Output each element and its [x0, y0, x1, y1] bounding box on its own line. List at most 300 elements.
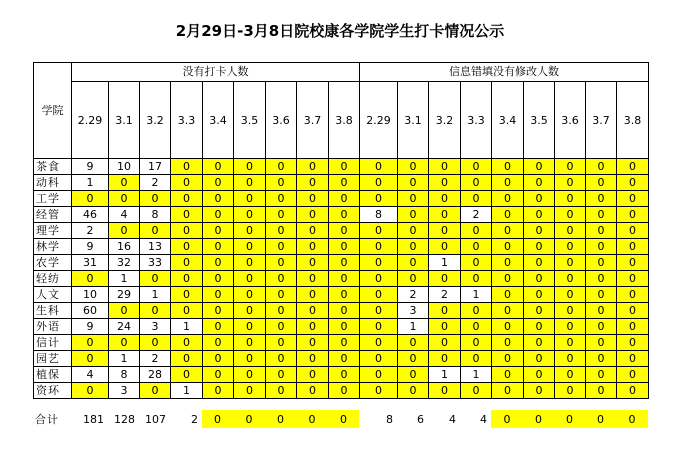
college-name: 经管	[34, 207, 72, 223]
info-error-cell: 0	[461, 335, 492, 351]
info-error-cell: 0	[524, 319, 555, 335]
info-error-cell: 0	[555, 287, 586, 303]
info-error-cell: 0	[524, 271, 555, 287]
total-no-checkin-cell: 0	[296, 410, 328, 428]
info-error-cell: 0	[492, 159, 524, 175]
no-checkin-cell: 2	[140, 351, 171, 367]
date-header: 2.29	[72, 82, 109, 159]
no-checkin-cell: 0	[140, 191, 171, 207]
total-info-error-cell: 4	[480, 412, 487, 426]
info-error-cell: 0	[398, 255, 429, 271]
info-error-cell: 0	[461, 351, 492, 367]
total-no-checkin-cell: 0	[328, 410, 359, 428]
info-error-cell: 0	[398, 207, 429, 223]
no-checkin-cell: 0	[203, 335, 234, 351]
info-error-cell: 1	[398, 319, 429, 335]
info-error-cell: 0	[555, 239, 586, 255]
info-error-cell: 0	[586, 367, 617, 383]
college-name: 资环	[34, 383, 72, 399]
date-header: 3.4	[492, 82, 524, 159]
no-checkin-cell: 0	[266, 159, 297, 175]
info-error-cell: 0	[492, 335, 524, 351]
no-checkin-cell: 0	[234, 319, 266, 335]
info-error-cell: 0	[429, 175, 461, 191]
info-error-cell: 0	[492, 367, 524, 383]
date-header: 3.8	[617, 82, 649, 159]
no-checkin-cell: 1	[171, 319, 203, 335]
info-error-cell: 0	[398, 351, 429, 367]
info-error-cell: 0	[360, 239, 398, 255]
no-checkin-cell: 9	[72, 159, 109, 175]
no-checkin-cell: 0	[234, 191, 266, 207]
no-checkin-cell: 0	[72, 271, 109, 287]
no-checkin-cell: 0	[266, 319, 297, 335]
info-error-cell: 0	[492, 303, 524, 319]
info-error-cell: 1	[461, 287, 492, 303]
no-checkin-cell: 0	[266, 383, 297, 399]
no-checkin-cell: 0	[266, 239, 297, 255]
info-error-cell: 0	[524, 223, 555, 239]
no-checkin-cell: 0	[266, 367, 297, 383]
info-error-cell: 0	[398, 239, 429, 255]
no-checkin-cell: 0	[329, 207, 360, 223]
date-header: 3.7	[586, 82, 617, 159]
info-error-header: 信息错填没有修改人数	[360, 63, 649, 82]
table-row	[34, 239, 649, 255]
info-error-cell: 0	[398, 367, 429, 383]
info-error-cell: 0	[617, 255, 649, 271]
no-checkin-cell: 0	[109, 191, 140, 207]
date-header: 3.2	[429, 82, 461, 159]
info-error-cell: 0	[461, 175, 492, 191]
no-checkin-cell: 0	[297, 335, 329, 351]
info-error-cell: 0	[617, 351, 649, 367]
no-checkin-cell: 29	[109, 287, 140, 303]
info-error-cell: 0	[617, 223, 649, 239]
info-error-cell: 0	[617, 383, 649, 399]
info-error-cell: 0	[461, 239, 492, 255]
info-error-cell: 0	[586, 287, 617, 303]
total-no-checkin-cell: 2	[191, 412, 198, 426]
info-error-cell: 0	[524, 383, 555, 399]
info-error-cell: 0	[617, 175, 649, 191]
no-checkin-cell: 0	[203, 223, 234, 239]
no-checkin-cell: 28	[140, 367, 171, 383]
no-checkin-cell: 0	[203, 319, 234, 335]
info-error-cell: 0	[586, 159, 617, 175]
info-error-cell: 1	[429, 255, 461, 271]
no-checkin-cell: 0	[329, 383, 360, 399]
no-checkin-cell: 1	[72, 175, 109, 191]
info-error-cell: 0	[360, 303, 398, 319]
total-no-checkin-cell: 128	[114, 412, 135, 426]
date-header: 3.8	[329, 82, 360, 159]
no-checkin-cell: 0	[109, 223, 140, 239]
no-checkin-cell: 0	[140, 223, 171, 239]
no-checkin-cell: 0	[171, 175, 203, 191]
total-info-error-cell: 0	[616, 410, 648, 428]
no-checkin-cell: 8	[109, 367, 140, 383]
no-checkin-cell: 0	[297, 159, 329, 175]
no-checkin-cell: 0	[297, 367, 329, 383]
college-name: 茶食	[34, 159, 72, 175]
info-error-cell: 2	[398, 287, 429, 303]
info-error-cell: 0	[360, 319, 398, 335]
table-row	[34, 319, 649, 335]
checkin-table	[33, 62, 649, 399]
no-checkin-cell: 0	[297, 223, 329, 239]
no-checkin-cell: 10	[72, 287, 109, 303]
info-error-cell: 8	[360, 207, 398, 223]
info-error-cell: 0	[398, 159, 429, 175]
info-error-cell: 0	[586, 335, 617, 351]
no-checkin-cell: 0	[297, 175, 329, 191]
no-checkin-cell: 1	[140, 287, 171, 303]
info-error-cell: 0	[555, 351, 586, 367]
no-checkin-cell: 0	[266, 335, 297, 351]
info-error-cell: 0	[492, 351, 524, 367]
no-checkin-cell: 0	[109, 303, 140, 319]
no-checkin-cell: 0	[234, 335, 266, 351]
info-error-cell: 0	[555, 367, 586, 383]
table-row	[34, 351, 649, 367]
no-checkin-cell: 0	[329, 191, 360, 207]
college-name: 理学	[34, 223, 72, 239]
no-checkin-cell: 0	[171, 239, 203, 255]
info-error-cell: 0	[461, 271, 492, 287]
info-error-cell: 0	[492, 271, 524, 287]
info-error-cell: 0	[429, 335, 461, 351]
info-error-cell: 0	[461, 319, 492, 335]
table-row	[34, 303, 649, 319]
table-row	[34, 367, 649, 383]
info-error-cell: 0	[524, 159, 555, 175]
info-error-cell: 0	[617, 287, 649, 303]
no-checkin-cell: 0	[203, 303, 234, 319]
info-error-cell: 0	[461, 191, 492, 207]
no-checkin-cell: 0	[234, 159, 266, 175]
info-error-cell: 0	[586, 207, 617, 223]
info-error-cell: 0	[617, 367, 649, 383]
no-checkin-cell: 46	[72, 207, 109, 223]
total-info-error-cell: 8	[386, 412, 393, 426]
no-checkin-cell: 0	[234, 207, 266, 223]
table-row	[34, 255, 649, 271]
no-checkin-cell: 0	[171, 223, 203, 239]
info-error-cell: 0	[398, 271, 429, 287]
no-checkin-cell: 2	[72, 223, 109, 239]
college-name: 工学	[34, 191, 72, 207]
table-row	[34, 159, 649, 175]
info-error-cell: 1	[429, 367, 461, 383]
college-name: 信计	[34, 335, 72, 351]
info-error-cell: 0	[429, 239, 461, 255]
info-error-cell: 0	[617, 319, 649, 335]
no-checkin-cell: 0	[171, 159, 203, 175]
total-no-checkin-cell: 181	[83, 412, 104, 426]
college-name: 生科	[34, 303, 72, 319]
table-row	[34, 335, 649, 351]
info-error-cell: 0	[360, 159, 398, 175]
no-checkin-cell: 0	[297, 287, 329, 303]
info-error-cell: 0	[492, 319, 524, 335]
info-error-cell: 0	[360, 383, 398, 399]
info-error-cell: 0	[586, 255, 617, 271]
no-checkin-cell: 0	[297, 191, 329, 207]
info-error-cell: 0	[360, 191, 398, 207]
total-no-checkin-cell: 0	[202, 410, 233, 428]
info-error-cell: 0	[555, 223, 586, 239]
no-checkin-cell: 0	[329, 335, 360, 351]
totals-row	[33, 410, 648, 428]
no-checkin-cell: 0	[171, 303, 203, 319]
no-checkin-cell: 0	[234, 303, 266, 319]
no-checkin-cell: 0	[140, 383, 171, 399]
no-checkin-cell: 0	[140, 271, 171, 287]
no-checkin-cell: 60	[72, 303, 109, 319]
no-checkin-cell: 0	[203, 207, 234, 223]
info-error-cell: 1	[461, 367, 492, 383]
info-error-cell: 0	[461, 159, 492, 175]
no-checkin-cell: 0	[203, 175, 234, 191]
no-checkin-cell: 0	[203, 159, 234, 175]
college-name: 人文	[34, 287, 72, 303]
info-error-cell: 0	[429, 351, 461, 367]
info-error-cell: 0	[429, 223, 461, 239]
date-header: 3.6	[266, 82, 297, 159]
no-checkin-cell: 0	[234, 367, 266, 383]
no-checkin-cell: 0	[72, 335, 109, 351]
info-error-cell: 0	[617, 335, 649, 351]
info-error-cell: 0	[586, 191, 617, 207]
no-checkin-cell: 0	[329, 303, 360, 319]
no-checkin-cell: 16	[109, 239, 140, 255]
date-header: 3.7	[297, 82, 329, 159]
info-error-cell: 0	[360, 223, 398, 239]
info-error-cell: 0	[617, 191, 649, 207]
no-checkin-cell: 0	[234, 287, 266, 303]
total-info-error-cell: 0	[554, 410, 585, 428]
date-header: 3.2	[140, 82, 171, 159]
no-checkin-cell: 24	[109, 319, 140, 335]
date-header: 2.29	[360, 82, 398, 159]
info-error-cell: 0	[555, 271, 586, 287]
info-error-cell: 0	[586, 303, 617, 319]
info-error-cell: 0	[586, 271, 617, 287]
info-error-cell: 0	[461, 255, 492, 271]
info-error-cell: 0	[492, 287, 524, 303]
no-checkin-cell: 2	[140, 175, 171, 191]
info-error-cell: 0	[524, 303, 555, 319]
no-checkin-cell: 1	[109, 351, 140, 367]
no-checkin-cell: 10	[109, 159, 140, 175]
no-checkin-cell: 0	[234, 175, 266, 191]
no-checkin-cell: 0	[171, 271, 203, 287]
no-checkin-cell: 0	[234, 255, 266, 271]
info-error-cell: 0	[555, 159, 586, 175]
no-checkin-cell: 0	[297, 351, 329, 367]
no-checkin-cell: 0	[266, 271, 297, 287]
info-error-cell: 0	[524, 351, 555, 367]
no-checkin-cell: 0	[234, 383, 266, 399]
date-header: 3.5	[234, 82, 266, 159]
no-checkin-cell: 0	[203, 191, 234, 207]
no-checkin-cell: 0	[329, 351, 360, 367]
no-checkin-header: 没有打卡人数	[72, 63, 360, 82]
info-error-cell: 0	[524, 207, 555, 223]
total-no-checkin-cell: 0	[265, 410, 296, 428]
info-error-cell: 0	[555, 207, 586, 223]
no-checkin-cell: 0	[329, 367, 360, 383]
no-checkin-cell: 0	[297, 319, 329, 335]
no-checkin-cell: 0	[297, 239, 329, 255]
info-error-cell: 0	[586, 383, 617, 399]
total-info-error-cell: 0	[491, 410, 523, 428]
no-checkin-cell: 0	[266, 207, 297, 223]
no-checkin-cell: 0	[109, 335, 140, 351]
no-checkin-cell: 4	[72, 367, 109, 383]
info-error-cell: 0	[617, 271, 649, 287]
no-checkin-cell: 3	[109, 383, 140, 399]
info-error-cell: 0	[617, 207, 649, 223]
info-error-cell: 0	[586, 239, 617, 255]
info-error-cell: 0	[555, 335, 586, 351]
table-row	[34, 207, 649, 223]
info-error-cell: 0	[617, 303, 649, 319]
info-error-cell: 0	[429, 271, 461, 287]
no-checkin-cell: 0	[329, 287, 360, 303]
info-error-cell: 3	[398, 303, 429, 319]
table-row	[34, 191, 649, 207]
info-error-cell: 0	[429, 191, 461, 207]
college-name: 植保	[34, 367, 72, 383]
page-title: 2月29日-3月8日院校康各学院学生打卡情况公示	[175, 22, 505, 40]
table-row	[34, 383, 649, 399]
info-error-cell: 0	[492, 207, 524, 223]
info-error-cell: 0	[555, 303, 586, 319]
info-error-cell: 0	[360, 271, 398, 287]
college-name: 园艺	[34, 351, 72, 367]
no-checkin-cell: 0	[72, 191, 109, 207]
college-header: 学院	[34, 63, 72, 159]
college-name: 农学	[34, 255, 72, 271]
no-checkin-cell: 32	[109, 255, 140, 271]
info-error-cell: 0	[360, 175, 398, 191]
info-error-cell: 0	[492, 239, 524, 255]
total-info-error-cell: 6	[417, 412, 424, 426]
info-error-cell: 0	[461, 383, 492, 399]
no-checkin-cell: 0	[171, 367, 203, 383]
date-header: 3.6	[555, 82, 586, 159]
info-error-cell: 0	[555, 191, 586, 207]
no-checkin-cell: 0	[72, 351, 109, 367]
info-error-cell: 0	[398, 383, 429, 399]
no-checkin-cell: 0	[266, 255, 297, 271]
info-error-cell: 0	[617, 239, 649, 255]
no-checkin-cell: 0	[72, 383, 109, 399]
date-header: 3.1	[109, 82, 140, 159]
info-error-cell: 0	[524, 175, 555, 191]
no-checkin-cell: 0	[203, 287, 234, 303]
no-checkin-cell: 4	[109, 207, 140, 223]
no-checkin-cell: 0	[266, 303, 297, 319]
table-row	[34, 287, 649, 303]
no-checkin-cell: 0	[203, 271, 234, 287]
info-error-cell: 0	[524, 255, 555, 271]
no-checkin-cell: 8	[140, 207, 171, 223]
no-checkin-cell: 0	[171, 207, 203, 223]
no-checkin-cell: 0	[297, 207, 329, 223]
info-error-cell: 0	[586, 223, 617, 239]
total-no-checkin-cell: 107	[145, 412, 166, 426]
date-header: 3.5	[524, 82, 555, 159]
no-checkin-cell: 17	[140, 159, 171, 175]
no-checkin-cell: 0	[329, 319, 360, 335]
info-error-cell: 0	[586, 351, 617, 367]
info-error-cell: 0	[524, 191, 555, 207]
info-error-cell: 0	[360, 335, 398, 351]
no-checkin-cell: 0	[266, 175, 297, 191]
no-checkin-cell: 3	[140, 319, 171, 335]
no-checkin-cell: 0	[297, 255, 329, 271]
total-info-error-cell: 0	[585, 410, 616, 428]
no-checkin-cell: 13	[140, 239, 171, 255]
info-error-cell: 0	[360, 255, 398, 271]
no-checkin-cell: 0	[266, 287, 297, 303]
info-error-cell: 0	[524, 367, 555, 383]
no-checkin-cell: 0	[203, 351, 234, 367]
info-error-cell: 0	[360, 367, 398, 383]
no-checkin-cell: 0	[234, 351, 266, 367]
college-name: 外语	[34, 319, 72, 335]
no-checkin-cell: 0	[203, 239, 234, 255]
info-error-cell: 0	[492, 175, 524, 191]
no-checkin-cell: 0	[171, 255, 203, 271]
no-checkin-cell: 0	[234, 223, 266, 239]
no-checkin-cell: 1	[109, 271, 140, 287]
info-error-cell: 0	[555, 175, 586, 191]
no-checkin-cell: 0	[140, 335, 171, 351]
info-error-cell: 0	[461, 223, 492, 239]
no-checkin-cell: 0	[171, 351, 203, 367]
info-error-cell: 0	[555, 319, 586, 335]
college-name: 林学	[34, 239, 72, 255]
info-error-cell: 0	[429, 159, 461, 175]
no-checkin-cell: 0	[234, 239, 266, 255]
date-header: 3.3	[461, 82, 492, 159]
date-header: 3.1	[398, 82, 429, 159]
info-error-cell: 0	[492, 383, 524, 399]
no-checkin-cell: 0	[171, 287, 203, 303]
no-checkin-cell: 33	[140, 255, 171, 271]
no-checkin-cell: 0	[109, 175, 140, 191]
no-checkin-cell: 0	[266, 191, 297, 207]
info-error-cell: 0	[524, 287, 555, 303]
no-checkin-cell: 0	[171, 191, 203, 207]
info-error-cell: 0	[492, 255, 524, 271]
no-checkin-cell: 0	[297, 383, 329, 399]
total-no-checkin-cell: 0	[233, 410, 265, 428]
no-checkin-cell: 0	[329, 255, 360, 271]
info-error-cell: 0	[429, 303, 461, 319]
info-error-cell: 0	[524, 239, 555, 255]
no-checkin-cell: 0	[297, 303, 329, 319]
no-checkin-cell: 9	[72, 319, 109, 335]
no-checkin-cell: 0	[329, 159, 360, 175]
info-error-cell: 0	[360, 287, 398, 303]
no-checkin-cell: 0	[171, 335, 203, 351]
no-checkin-cell: 0	[297, 271, 329, 287]
